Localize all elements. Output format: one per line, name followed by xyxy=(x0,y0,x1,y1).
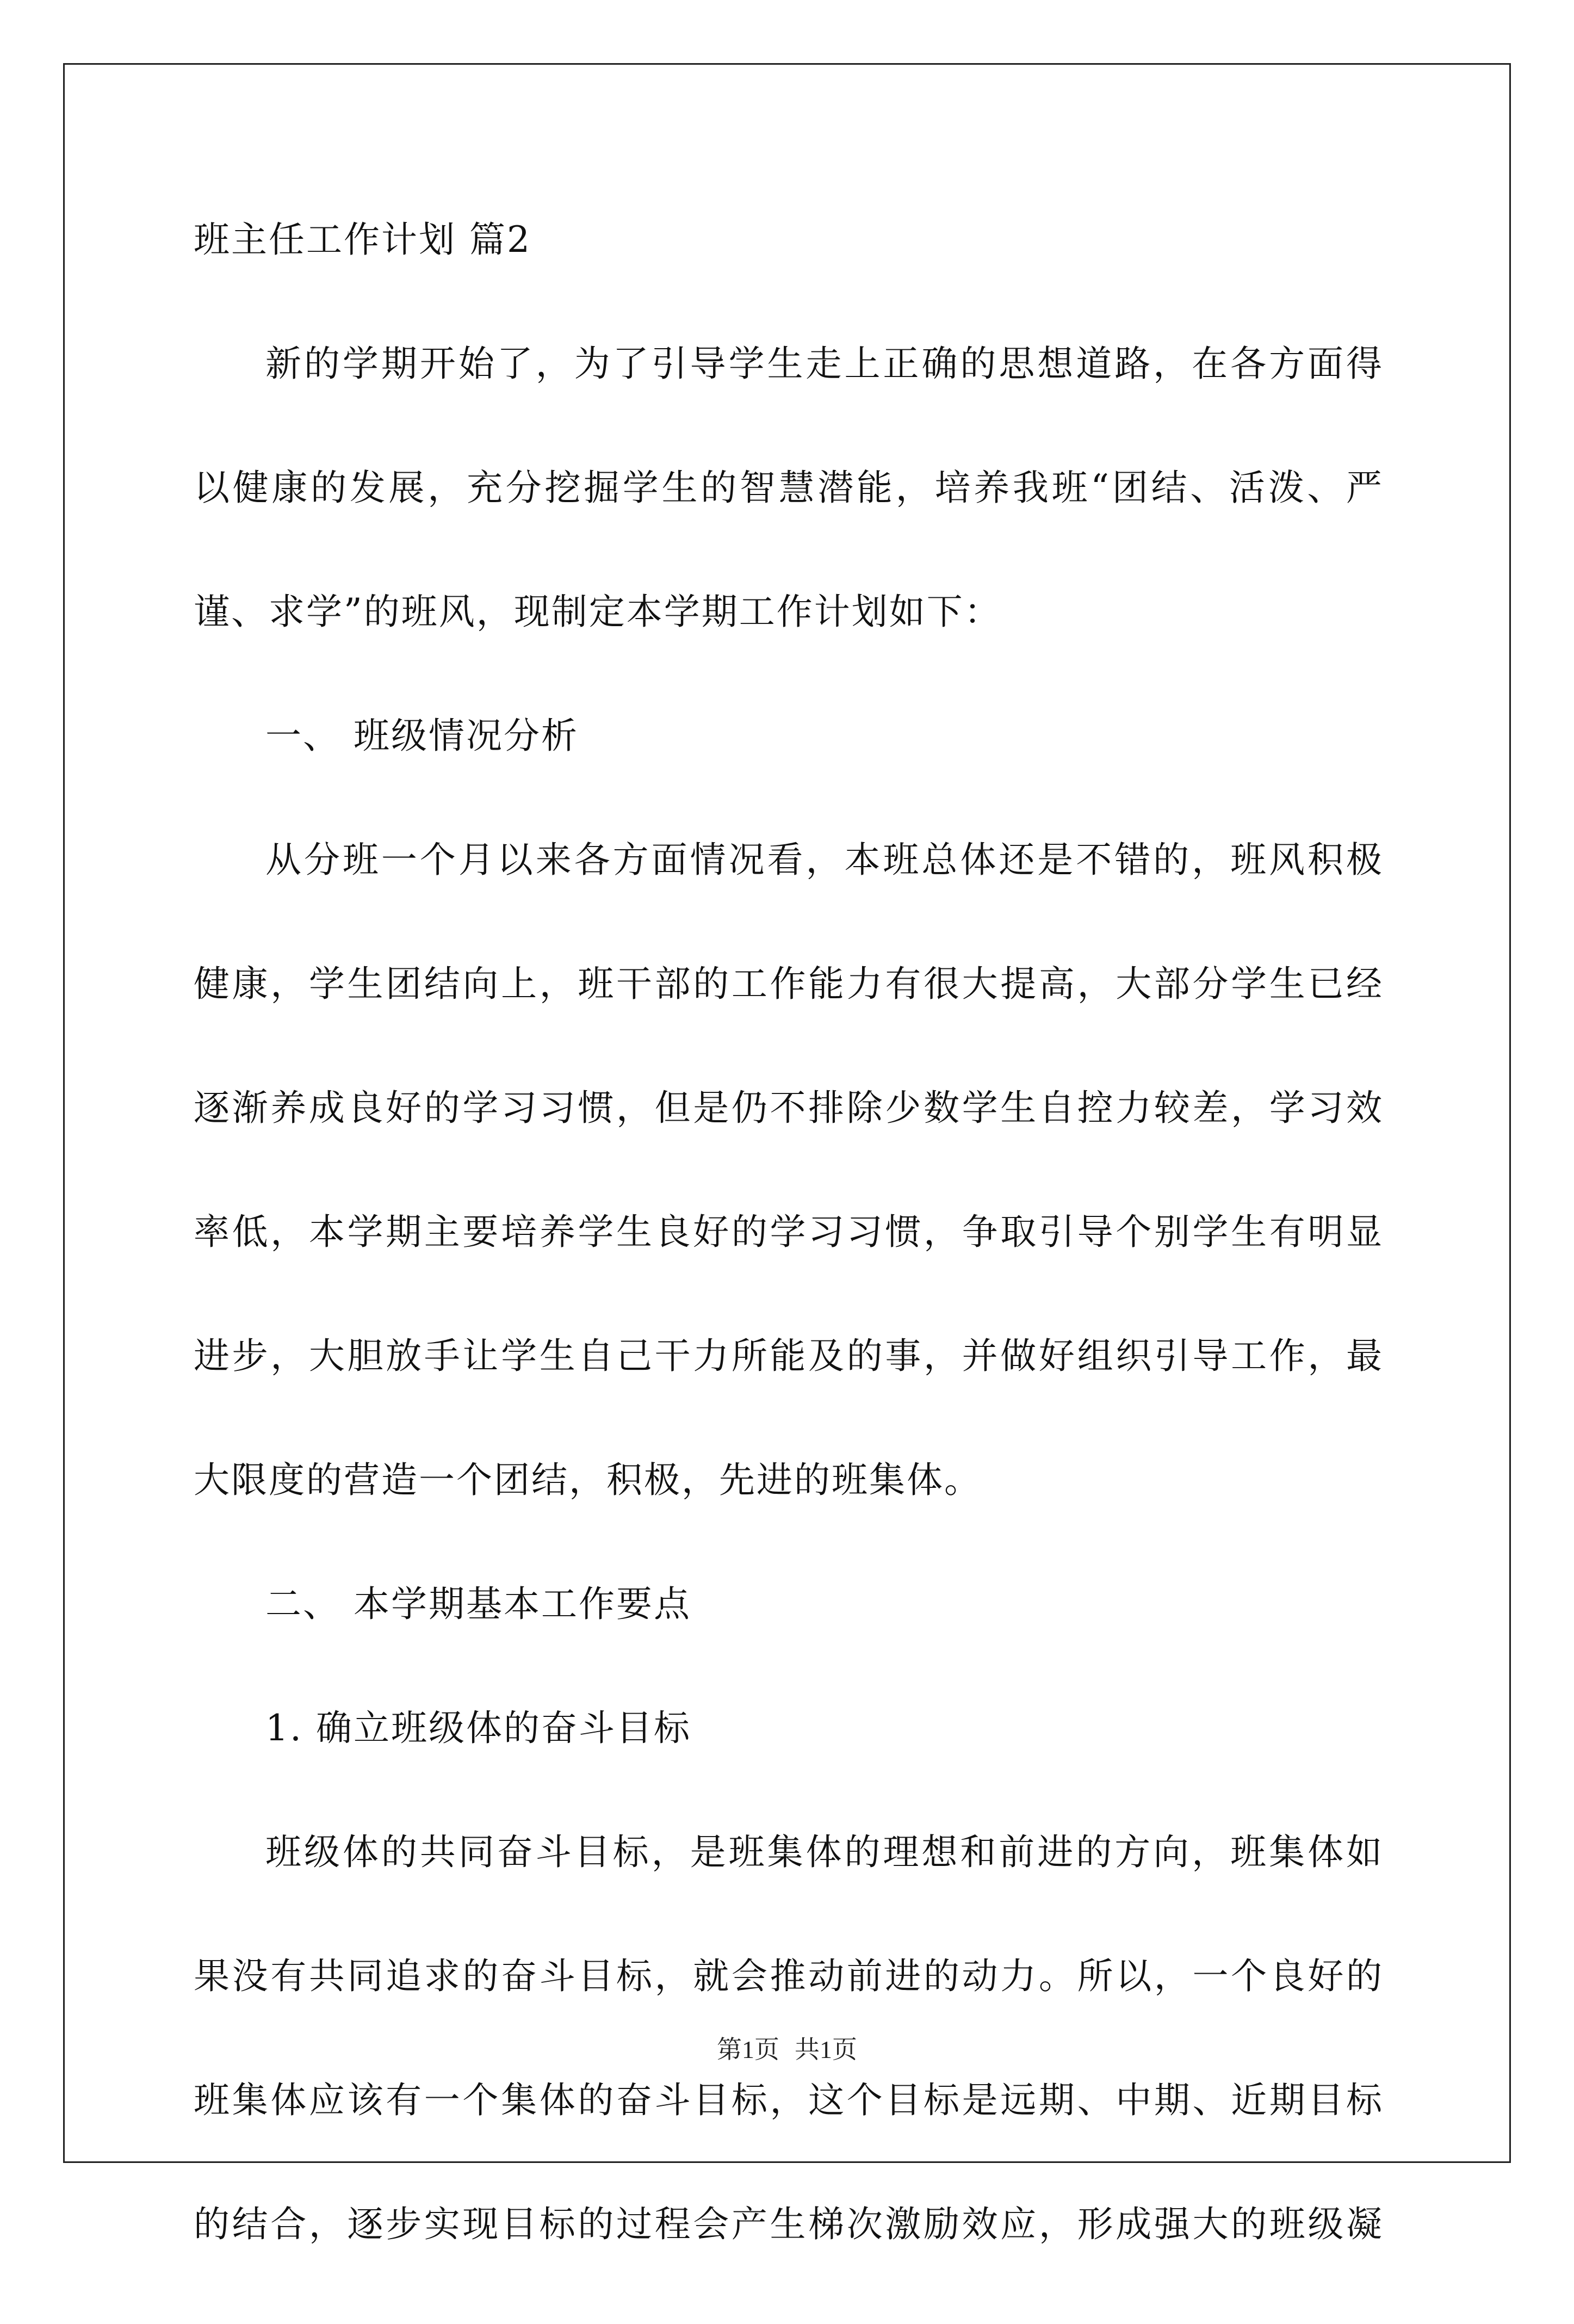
section-heading: 二、 本学期基本工作要点 xyxy=(265,1583,691,1625)
document-title: 班主任工作计划 篇2 xyxy=(194,219,531,261)
paragraph-line: 新的学期开始了，为了引导学生走上正确的思想道路，在各方面得 xyxy=(265,343,1384,385)
section-heading: 一、 班级情况分析 xyxy=(265,715,579,757)
paragraph-line: 果没有共同追求的奋斗目标，就会推动前进的动力。所以，一个良好的 xyxy=(194,1955,1384,1997)
paragraph-line: 进步，大胆放手让学生自己干力所能及的事，并做好组织引导工作，最 xyxy=(194,1335,1384,1377)
paragraph-line: 以健康的发展，充分挖掘学生的智慧潜能，培养我班“团结、活泼、严 xyxy=(194,467,1384,509)
paragraph-line: 的结合，逐步实现目标的过程会产生梯次激励效应，形成强大的班级凝 xyxy=(194,2203,1384,2245)
paragraph-line: 健康，学生团结向上，班干部的工作能力有很大提高，大部分学生已经 xyxy=(194,963,1384,1005)
paragraph-line: 率低，本学期主要培养学生良好的学习习惯，争取引导个别学生有明显 xyxy=(194,1211,1384,1253)
page-number: 第1页 xyxy=(717,2036,779,2063)
page-total: 共1页 xyxy=(795,2036,857,2063)
paragraph-line: 班集体应该有一个集体的奋斗目标，这个目标是远期、中期、近期目标 xyxy=(194,2079,1384,2121)
paragraph-line: 班级体的共同奋斗目标，是班集体的理想和前进的方向，班集体如 xyxy=(265,1831,1384,1873)
paragraph-line: 逐渐养成良好的学习习惯，但是仍不排除少数学生自控力较差，学习效 xyxy=(194,1087,1384,1129)
paragraph-line: 从分班一个月以来各方面情况看，本班总体还是不错的，班风积极 xyxy=(265,839,1384,881)
paragraph-line: 谨、求学”的班风，现制定本学期工作计划如下： xyxy=(194,591,1002,633)
page-footer xyxy=(0,2035,1574,2065)
document-body xyxy=(194,215,1384,2324)
paragraph-line: 大限度的营造一个团结，积极，先进的班集体。 xyxy=(194,1459,982,1501)
subsection-heading: 1. 确立班级体的奋斗目标 xyxy=(265,1707,691,1749)
